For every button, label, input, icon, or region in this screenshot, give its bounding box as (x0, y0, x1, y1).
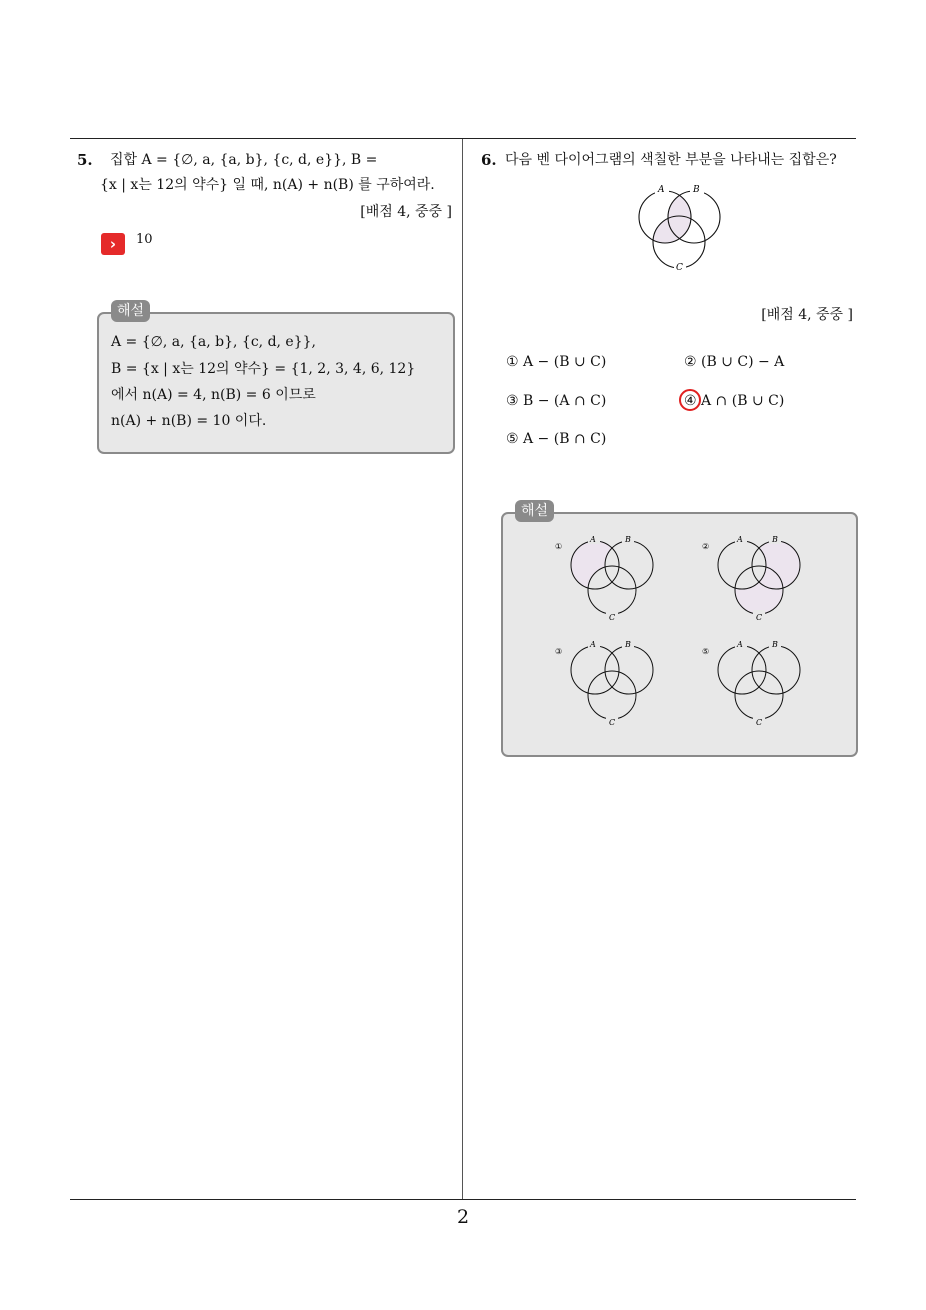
solution-2-label-b: B (772, 535, 778, 544)
problem-5-solution-line-4: n(A) + n(B) = 10 이다. (111, 413, 267, 429)
solution-venn-4 (699, 637, 809, 732)
solution-3-label-a: A (590, 640, 596, 649)
choice-3[interactable]: ③ B − (A ∩ C) (506, 393, 607, 409)
problem-5-solution-line-1: A = {∅, a, {a, b}, {c, d, e}}, (111, 334, 316, 350)
solution-1-label-c: C (609, 613, 616, 622)
choice-1[interactable]: ① A − (B ∪ C) (506, 354, 607, 370)
problem-5-line-1: 집합 A = {∅, a, {a, b}, {c, d, e}}, B = (110, 152, 378, 168)
problem-5-solution-line-2: B = {x | x는 12의 약수} = {1, 2, 3, 4, 6, 12} (111, 361, 416, 377)
solution-2-label-a: A (737, 535, 743, 544)
problem-5-line-2: {x | x는 12의 약수} 일 때, n(A) + n(B) 를 구하여라. (100, 177, 435, 193)
solution-2-label-c: C (756, 613, 763, 622)
problem-5-solution-tag: 해설 (111, 300, 150, 322)
solution-venn-2 (699, 532, 809, 627)
solution-1-label-b: B (625, 535, 631, 544)
venn-diagram-question (630, 180, 730, 280)
choice-2[interactable]: ② (B ∪ C) − A (684, 354, 785, 370)
problem-5-solution-line-3: 에서 n(A) = 4, n(B) = 6 이므로 (111, 387, 316, 403)
problem-6-solution-tag: 해설 (515, 500, 554, 522)
solution-3-mark: ③ (555, 647, 563, 656)
solution-4-label-a: A (737, 640, 743, 649)
problem-6-score: [배점 4, 중중 ] (761, 307, 853, 323)
solution-4-mark: ⑤ (702, 647, 710, 656)
solution-venn-3 (552, 637, 662, 732)
solution-4-label-c: C (756, 718, 763, 727)
problem-5-number: 5. (77, 151, 93, 169)
bottom-rule (70, 1199, 856, 1200)
answer-marker-icon: › (101, 233, 125, 255)
venn-label-c: C (676, 263, 683, 273)
venn-label-a: A (658, 185, 665, 195)
solution-1-mark: ① (555, 542, 563, 551)
solution-2-mark: ② (702, 542, 710, 551)
solution-4-label-b: B (772, 640, 778, 649)
selected-answer-circle (679, 389, 701, 411)
problem-5-answer: 10 (136, 232, 153, 247)
choice-4[interactable]: ④ A ∩ (B ∪ C) (684, 393, 785, 409)
choice-5[interactable]: ⑤ A − (B ∩ C) (506, 431, 607, 447)
venn-label-b: B (693, 185, 700, 195)
solution-3-label-c: C (609, 718, 616, 727)
problem-6-question: 다음 벤 다이어그램의 색칠한 부분을 나타내는 집합은? (505, 152, 837, 168)
problem-5-score: [배점 4, 중중 ] (360, 204, 452, 220)
top-rule (70, 138, 856, 139)
solution-1-label-a: A (590, 535, 596, 544)
column-divider (462, 139, 463, 1200)
solution-3-label-b: B (625, 640, 631, 649)
solution-venn-1 (552, 532, 662, 627)
problem-6-number: 6. (481, 151, 497, 169)
page-number: 2 (456, 1206, 470, 1228)
